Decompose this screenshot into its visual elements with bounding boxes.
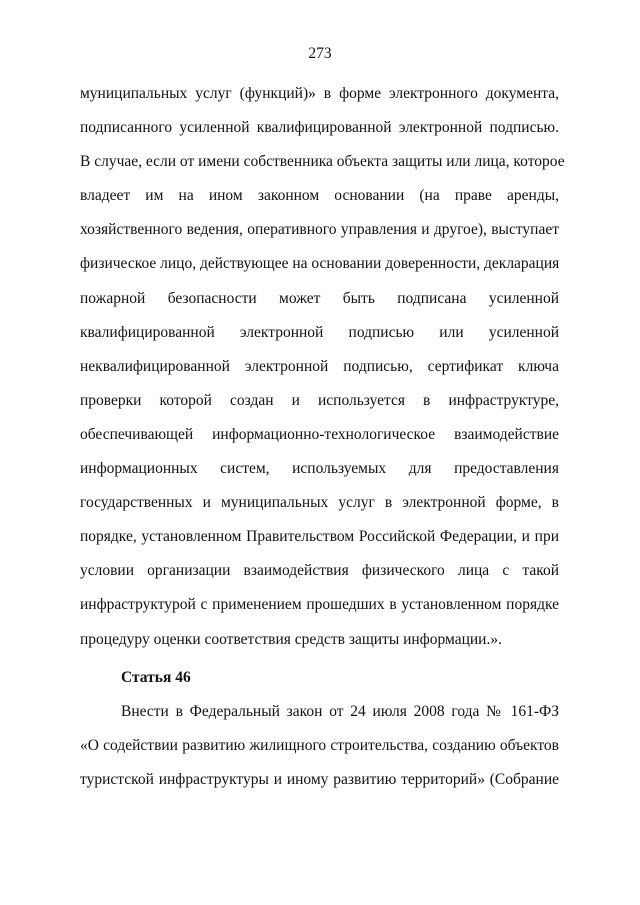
text-line: «О содействии развитию жилищного строительства, созданию объектов: [80, 737, 559, 755]
paragraph-continuation: [80, 77, 565, 657]
text-line: хозяйственного ведения, оперативного управления и другое), выступает: [80, 221, 559, 239]
text-line: информационных систем, используемых для предоставления: [80, 460, 559, 478]
text-line: подписанного усиленной квалифицированной электронной подписью.: [80, 119, 559, 137]
text-line: порядке, установленном Правительством Российской Федерации, и при: [80, 528, 559, 546]
text-line: пожарной безопасности может быть подписана усиленной: [80, 289, 559, 307]
text-line: условии организации взаимодействия физического лица с такой: [80, 562, 559, 580]
article-heading: Статья 46: [121, 669, 191, 686]
text-line: физическое лицо, действующее на основании доверенности, декларация: [80, 255, 560, 273]
article-paragraph: [80, 695, 559, 797]
text-line: проверки которой создан и используется в инфраструктуре,: [80, 391, 559, 409]
text-line: инфраструктурой с применением прошедших в установленном порядке: [80, 596, 559, 614]
text-line: владеет им на ином законном основании (на праве аренды,: [80, 187, 559, 205]
text-line: муниципальных услуг (функций)» в форме электронного документа,: [80, 85, 559, 102]
text-line: туристской инфраструктуры и иному развитию территорий» (Собрание: [80, 771, 559, 789]
text-line: Внести в Федеральный закон от 24 июля 2008 года № 161-ФЗ: [121, 703, 559, 720]
text-line: неквалифицированной электронной подписью, сертификат ключа: [80, 357, 559, 375]
text-line: обеспечивающей информационно-технологическое взаимодействие: [80, 425, 559, 443]
text-line: квалифицированной электронной подписью или усиленной: [80, 323, 559, 341]
page-number: 273: [308, 45, 332, 62]
text-line: процедуру оценки соответствия средств защиты информации.».: [80, 630, 502, 648]
text-line: государственных и муниципальных услуг в электронной форме, в: [80, 494, 559, 512]
text-line: В случае, если от имени собственника объекта защиты или лица, которое: [80, 153, 565, 171]
